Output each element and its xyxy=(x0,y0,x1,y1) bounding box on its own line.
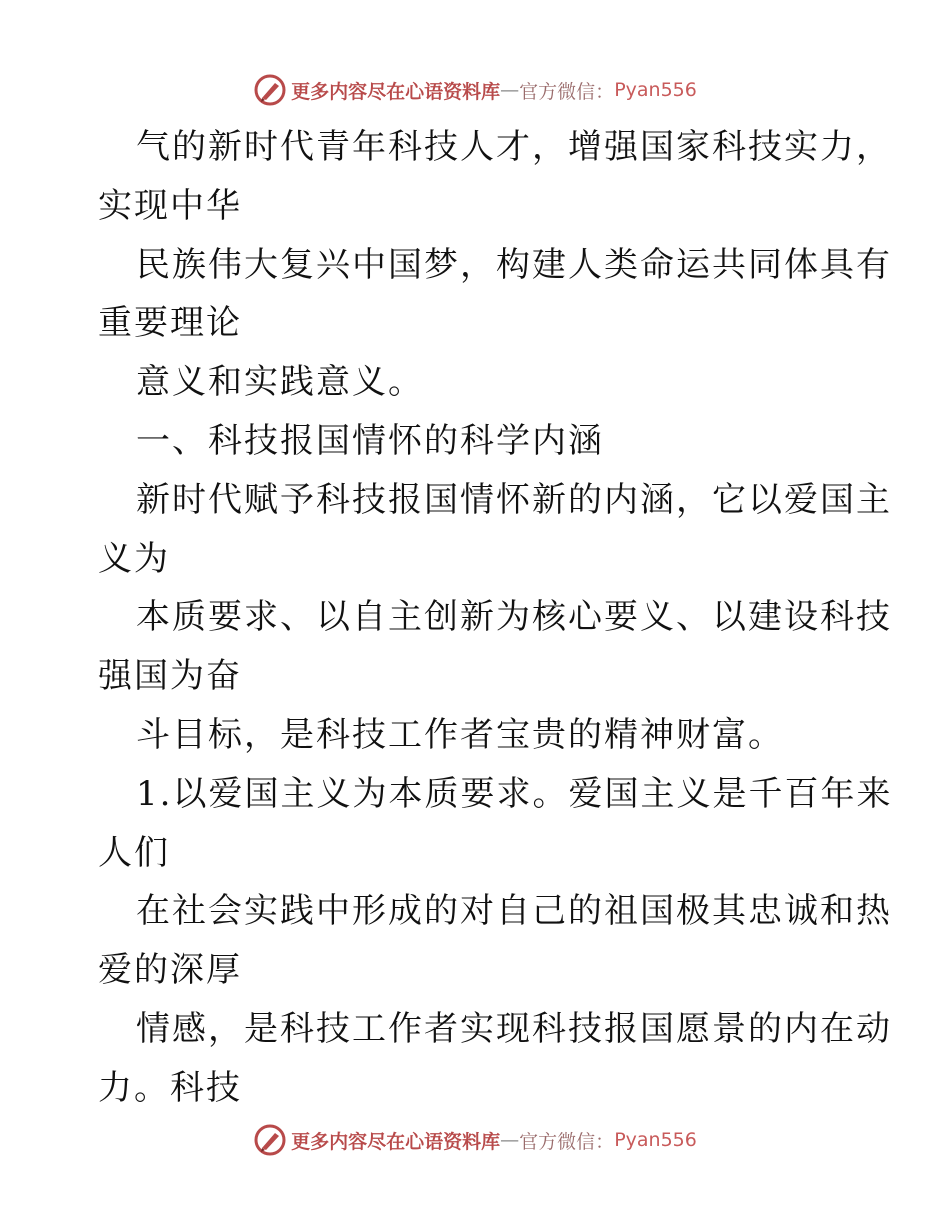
text-line: 新时代赋予科技报国情怀新的内涵，它以爱国主 xyxy=(136,479,892,520)
text-line: 实现中华 xyxy=(98,185,242,226)
banner-separator: — xyxy=(500,79,520,101)
text-line: 在社会实践中形成的对自己的祖国极其忠诚和热 xyxy=(136,891,892,932)
pen-logo-icon xyxy=(253,73,287,107)
text-line: 重要理论 xyxy=(98,303,242,344)
banner-sub-text: 官方微信： xyxy=(519,1130,615,1153)
banner-separator: — xyxy=(500,1129,520,1151)
text-line: 民族伟大复兴中国梦，构建人类命运共同体具有 xyxy=(136,244,892,285)
banner-wechat-id: Pyan556 xyxy=(614,79,697,101)
banner-wechat-id: Pyan556 xyxy=(614,1129,697,1151)
text-line: 强国为奋 xyxy=(98,656,242,697)
text-line: 意义和实践意义。 xyxy=(136,362,424,403)
text-line: 本质要求、以自主创新为核心要义、以建设科技 xyxy=(136,597,892,638)
text-line: 情感，是科技工作者实现科技报国愿景的内在动 xyxy=(136,1008,892,1049)
document-body xyxy=(98,118,893,1118)
banner-sub-text: 官方微信： xyxy=(519,80,615,103)
text-line: 爱的深厚 xyxy=(98,950,242,991)
section-heading: 一、科技报国情怀的科学内涵 xyxy=(136,420,604,461)
text-line: 人们 xyxy=(98,832,170,873)
footer-banner xyxy=(0,1120,950,1160)
pen-logo-icon xyxy=(253,1123,287,1157)
banner-main-text: 更多内容尽在心语资料库 xyxy=(291,1130,501,1153)
text-line: 气的新时代青年科技人才，增强国家科技实力， xyxy=(136,127,892,167)
text-line: 力。科技 xyxy=(98,1067,242,1108)
text-line: 斗目标，是科技工作者宝贵的精神财富。 xyxy=(136,714,784,755)
text-line: 1.以爱国主义为本质要求。爱国主义是千百年来 xyxy=(136,773,893,814)
text-line: 义为 xyxy=(98,538,170,579)
banner-main-text: 更多内容尽在心语资料库 xyxy=(291,80,501,103)
header-banner xyxy=(0,70,950,110)
